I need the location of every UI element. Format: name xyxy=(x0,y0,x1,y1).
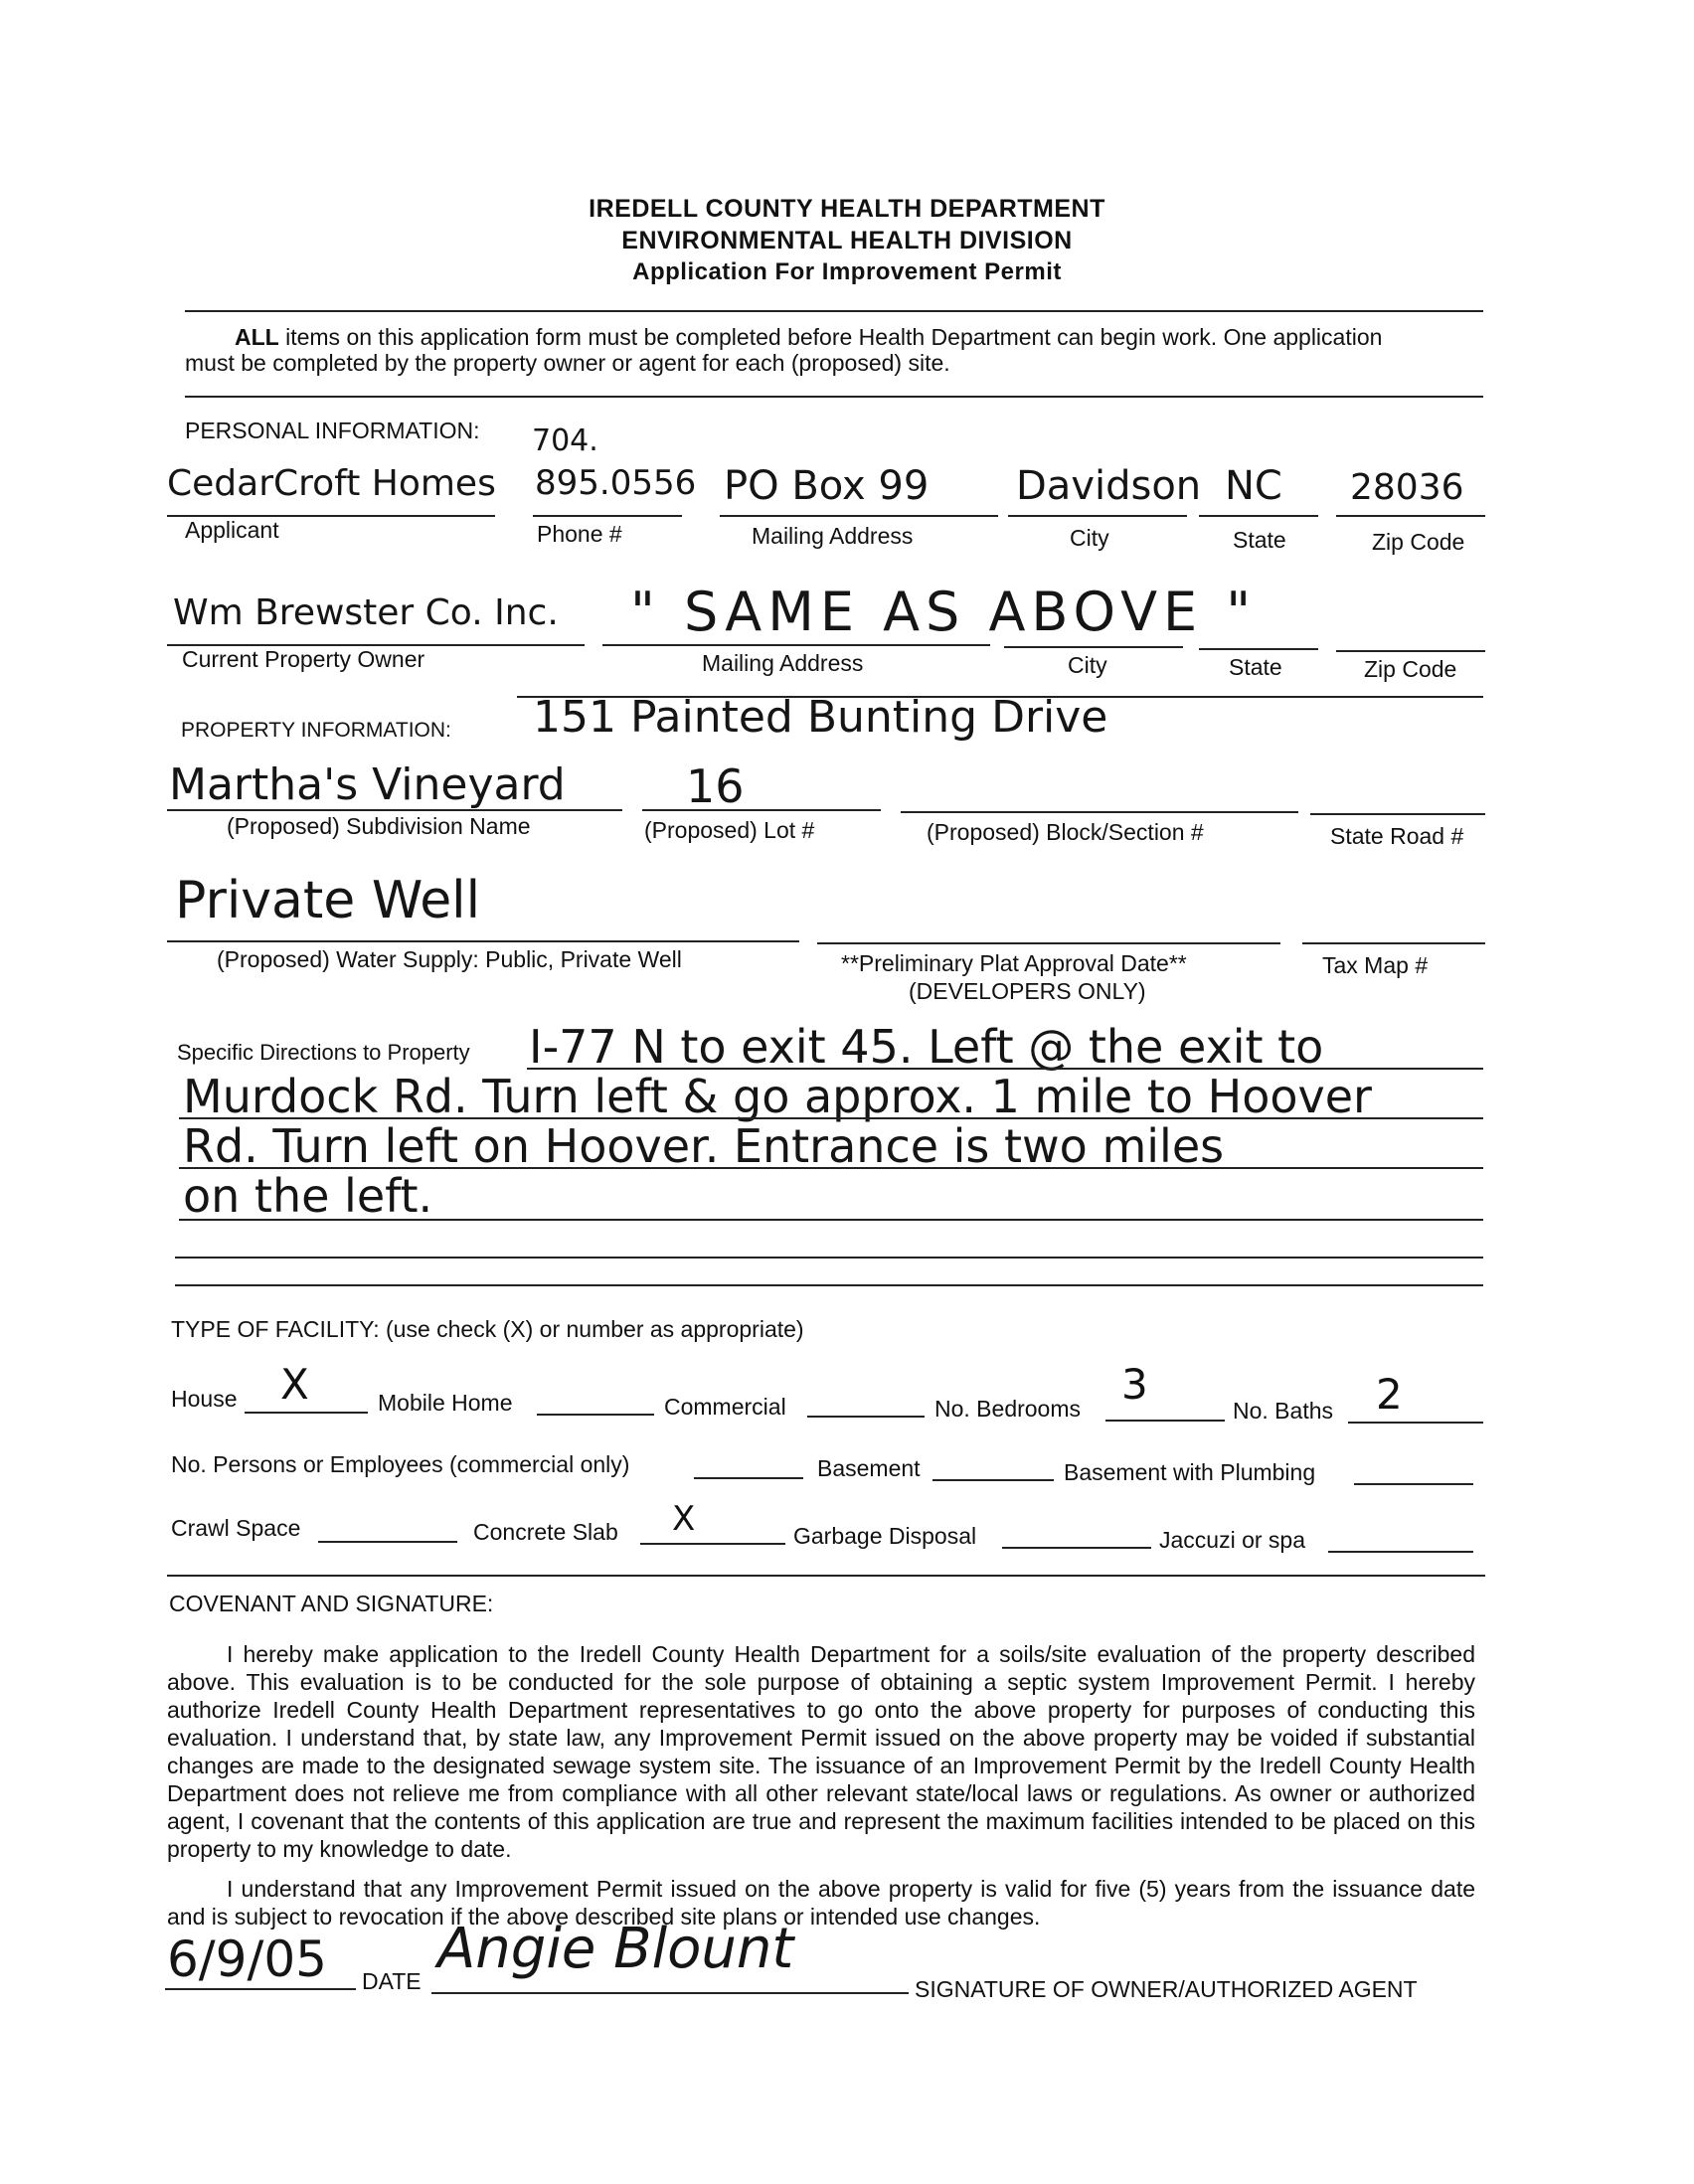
subdivision-value: Martha's Vineyard xyxy=(169,759,566,810)
facility-note: (use check (X) or number as appropriate) xyxy=(386,1316,804,1342)
jaccuzi-label: Jaccuzi or spa xyxy=(1159,1527,1306,1553)
signature-label: SIGNATURE OF OWNER/AUTHORIZED AGENT xyxy=(915,1976,1418,2002)
owner-city-line xyxy=(1004,646,1183,648)
city-label: City xyxy=(1070,525,1109,551)
taxmap-line xyxy=(1302,942,1485,944)
date-line xyxy=(165,1988,356,1990)
city-value: Davidson xyxy=(1016,463,1202,509)
house-line xyxy=(245,1412,368,1414)
crawl-label: Crawl Space xyxy=(171,1515,301,1541)
water-supply-value: Private Well xyxy=(175,871,481,930)
state-line xyxy=(1199,515,1318,517)
commercial-label: Commercial xyxy=(664,1394,786,1420)
owner-label: Current Property Owner xyxy=(182,646,425,672)
plat-label: **Preliminary Plat Approval Date** xyxy=(841,950,1187,976)
mobile-home-label: Mobile Home xyxy=(378,1390,513,1416)
water-supply-label: (Proposed) Water Supply: Public, Private Well xyxy=(217,946,682,972)
slab-label: Concrete Slab xyxy=(473,1519,618,1545)
owner-zip-label: Zip Code xyxy=(1364,656,1457,682)
lot-label: (Proposed) Lot # xyxy=(644,817,815,843)
intro-line-2: must be completed by the property owner or agent for each (proposed) site. xyxy=(185,350,950,376)
owner-city-label: City xyxy=(1068,652,1107,678)
taxmap-label: Tax Map # xyxy=(1322,952,1429,978)
lot-line xyxy=(642,809,881,811)
phone-line xyxy=(533,515,682,517)
covenant-heading: COVENANT AND SIGNATURE: xyxy=(169,1591,494,1616)
lot-value: 16 xyxy=(686,759,745,813)
facility-heading: TYPE OF FACILITY: xyxy=(171,1316,380,1342)
baths-value: 2 xyxy=(1376,1370,1403,1419)
signature-image: Angie Blount xyxy=(437,1917,794,1981)
covenant-paragraph-1: I hereby make application to the Iredell County Health Department for a soils/site evaluation of the property described above. This evaluation is to be conducted for the sole purpose of obtaining a septic system Improvement Permit. I hereby authorize Iredell County Health Department representatives to go onto the above property for purposes of conducting this evaluation. I understand that, by state law, any Improvement Permit issued on the above property may be voided if substantial changes are made to the designated sewage system site. The issuance of an Improvement Permit by the Iredell County Health Department does not relieve me from compliance with all other relevant state/local laws or regulations. As owner or authorized agent, I covenant that the contents of this application are true and represent the maximum facilities intended to be placed on this property to my knowledge to date. xyxy=(167,1641,1475,1862)
owner-state-label: State xyxy=(1229,654,1282,680)
directions-line-3: Rd. Turn left on Hoover. Entrance is two miles xyxy=(183,1119,1225,1173)
divider xyxy=(167,1575,1485,1577)
subdivision-line xyxy=(167,809,622,811)
persons-line-rule xyxy=(694,1477,803,1479)
owner-zip-line xyxy=(1336,650,1485,652)
state-road-label: State Road # xyxy=(1330,823,1464,849)
directions-rule-3 xyxy=(179,1167,1483,1169)
directions-rule-2 xyxy=(179,1117,1483,1119)
state-road-line xyxy=(1310,813,1485,815)
slab-line xyxy=(640,1543,785,1545)
directions-rule-4 xyxy=(179,1219,1483,1221)
header-title-1: IREDELL COUNTY HEALTH DEPARTMENT xyxy=(589,195,1105,223)
header-title-3: Application For Improvement Permit xyxy=(632,258,1062,285)
applicant-value: CedarCroft Homes xyxy=(167,463,496,504)
owner-mailing-value: " SAME AS ABOVE " xyxy=(630,581,1258,643)
baths-line xyxy=(1348,1422,1483,1424)
divider xyxy=(185,310,1483,312)
property-address-value: 151 Painted Bunting Drive xyxy=(533,692,1108,743)
personal-heading: PERSONAL INFORMATION: xyxy=(185,418,480,443)
state-label: State xyxy=(1233,527,1286,553)
date-value: 6/9/05 xyxy=(167,1931,327,1988)
block-line xyxy=(901,811,1298,813)
zip-line xyxy=(1336,515,1485,517)
bedrooms-value: 3 xyxy=(1121,1360,1148,1409)
block-label: (Proposed) Block/Section # xyxy=(927,819,1204,845)
house-label: House xyxy=(171,1386,238,1412)
facility-heading-line xyxy=(171,1316,804,1343)
phone-area-code: 704. xyxy=(532,423,598,458)
directions-rule-6 xyxy=(175,1284,1483,1286)
owner-state-line xyxy=(1199,648,1318,650)
water-supply-line xyxy=(167,940,799,942)
divider xyxy=(185,396,1483,398)
basement-plumbing-line xyxy=(1354,1483,1473,1485)
owner-mailing-line xyxy=(602,644,990,646)
plat-line xyxy=(817,942,1280,944)
mailing-value: PO Box 99 xyxy=(724,463,930,509)
phone-label: Phone # xyxy=(537,521,622,547)
mobile-home-line xyxy=(537,1414,654,1416)
applicant-label: Applicant xyxy=(185,517,279,543)
intro-lead: ALL xyxy=(235,324,279,350)
basement-label: Basement xyxy=(817,1455,921,1481)
state-value: NC xyxy=(1225,463,1282,509)
owner-mailing-label: Mailing Address xyxy=(702,650,864,676)
mailing-line xyxy=(720,515,998,517)
house-check: X xyxy=(280,1360,309,1409)
owner-value: Wm Brewster Co. Inc. xyxy=(173,592,559,633)
directions-line-2: Murdock Rd. Turn left & go approx. 1 mile to Hoover xyxy=(183,1070,1372,1123)
garbage-line xyxy=(1002,1547,1151,1549)
mailing-label: Mailing Address xyxy=(752,523,914,549)
property-heading xyxy=(181,716,451,743)
jaccuzi-line xyxy=(1328,1551,1473,1553)
phone-value: 895.0556 xyxy=(535,463,697,503)
directions-rule-5 xyxy=(175,1257,1483,1259)
header-title-2: ENVIRONMENTAL HEALTH DIVISION xyxy=(621,227,1073,254)
directions-line-4: on the left. xyxy=(183,1169,433,1223)
plat-sublabel: (DEVELOPERS ONLY) xyxy=(909,978,1146,1004)
basement-plumbing-label: Basement with Plumbing xyxy=(1064,1459,1316,1485)
property-address-line xyxy=(517,696,1483,698)
basement-line xyxy=(932,1479,1054,1481)
directions-line-1: I-77 N to exit 45. Left @ the exit to xyxy=(529,1020,1324,1074)
subdivision-label: (Proposed) Subdivision Name xyxy=(227,813,531,839)
bedrooms-line xyxy=(1105,1420,1225,1422)
city-line xyxy=(1008,515,1187,517)
property-heading-text: PROPERTY INFORMATION: xyxy=(181,719,451,742)
commercial-line xyxy=(807,1416,925,1418)
zip-value: 28036 xyxy=(1350,467,1464,508)
intro-line-1 xyxy=(235,324,1382,351)
bedrooms-label: No. Bedrooms xyxy=(934,1396,1082,1422)
directions-rule-1 xyxy=(527,1068,1483,1070)
signature-line xyxy=(431,1992,909,1994)
slab-check: X xyxy=(672,1499,696,1539)
directions-label: Specific Directions to Property xyxy=(177,1040,470,1065)
covenant-paragraph-2: I understand that any Improvement Permit issued on the above property is valid for five (5) years from the issuance date and is subject to revocation if the above described site plans or intended use changes. xyxy=(167,1876,1475,1930)
date-label: DATE xyxy=(362,1968,422,1994)
baths-label: No. Baths xyxy=(1233,1398,1333,1424)
zip-label: Zip Code xyxy=(1372,529,1465,555)
intro-text-1: items on this application form must be completed before Health Department can begin work. One application xyxy=(285,324,1383,350)
persons-label: No. Persons or Employees (commercial only) xyxy=(171,1451,630,1477)
garbage-label: Garbage Disposal xyxy=(793,1523,977,1549)
crawl-line xyxy=(318,1541,457,1543)
